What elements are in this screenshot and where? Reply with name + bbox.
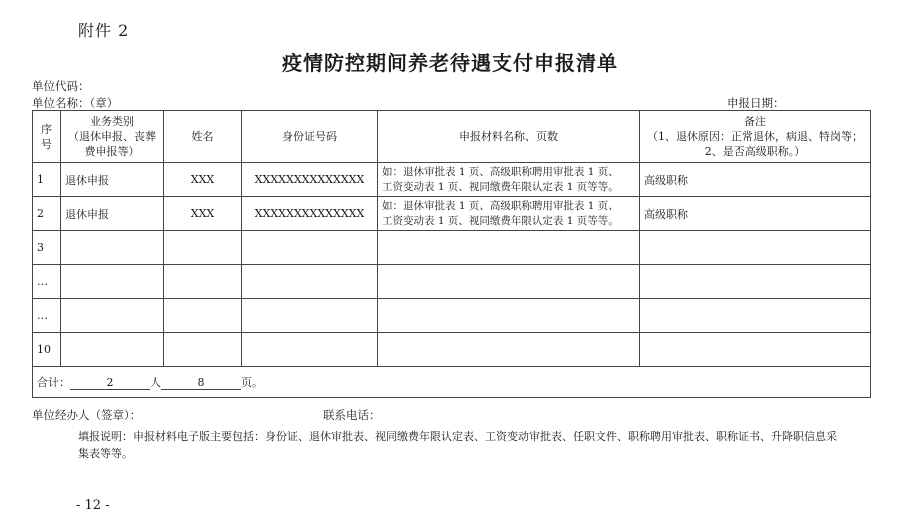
row-category: 退休申报 (61, 197, 164, 231)
row-category: 退休申报 (61, 163, 164, 197)
row-name: XXX (164, 197, 242, 231)
fill-instructions: 填报说明：申报材料电子版主要包括：身份证、退休审批表、视同缴费年限认定表、工资变动审批表、任职文件、职称聘用审批表、职称证书、升降职信息采集表等等。 (78, 430, 837, 460)
row-seq: 2 (33, 197, 61, 231)
row-materials (378, 333, 640, 367)
table-row (33, 333, 871, 367)
row-materials (378, 265, 640, 299)
row-remarks (640, 299, 871, 333)
table-row (33, 163, 871, 197)
people-unit: 人 (150, 376, 161, 389)
report-date-label: 申报日期： (727, 96, 785, 110)
row-seq: 1 (33, 163, 61, 197)
row-materials (378, 299, 640, 333)
row-seq: 3 (33, 231, 61, 265)
row-name: XXX (164, 163, 242, 197)
page-number: - 12 - (76, 498, 110, 513)
total-row (33, 367, 871, 398)
row-id-number (242, 265, 378, 299)
total-label: 合计： (37, 376, 70, 389)
unit-name-label: 单位名称：（章） (32, 96, 119, 110)
header-id: 身份证号码 (242, 111, 378, 163)
row-seq: … (33, 299, 61, 333)
table-row (33, 231, 871, 265)
row-id-number (242, 231, 378, 265)
header-row (33, 111, 871, 163)
row-id-number (242, 299, 378, 333)
row-name (164, 231, 242, 265)
row-category (61, 231, 164, 265)
row-materials (378, 231, 640, 265)
declaration-table (32, 110, 871, 398)
row-id-number: XXXXXXXXXXXXXX (242, 197, 378, 231)
row-seq: 10 (33, 333, 61, 367)
page-title: 疫情防控期间养老待遇支付申报清单 (282, 51, 618, 75)
pages-unit: 页。 (241, 376, 263, 389)
row-seq: … (33, 265, 61, 299)
row-id-number: XXXXXXXXXXXXXX (242, 163, 378, 197)
row-category (61, 333, 164, 367)
people-count: 2 (70, 376, 150, 390)
phone-label: 联系电话： (323, 408, 381, 422)
row-remarks: 高级职称 (640, 197, 871, 231)
row-remarks (640, 265, 871, 299)
table-row (33, 197, 871, 231)
row-materials: 如：退休审批表 1 页、高级职称聘用审批表 1 页、 工资变动表 1 页、视同缴费年限认定表 1 页等等。 (378, 197, 640, 231)
header-materials: 申报材料名称、页数 (378, 111, 640, 163)
table-row (33, 299, 871, 333)
row-name (164, 333, 242, 367)
row-name (164, 299, 242, 333)
attachment-label: 附件 2 (78, 21, 130, 40)
header-category: 业务类别 （退休申报、丧葬 费申报等） (61, 111, 164, 163)
row-remarks (640, 231, 871, 265)
row-category (61, 299, 164, 333)
row-id-number (242, 333, 378, 367)
row-remarks: 高级职称 (640, 163, 871, 197)
row-name (164, 265, 242, 299)
table-row (33, 265, 871, 299)
unit-code-label: 单位代码： (32, 79, 90, 93)
row-materials: 如：退休审批表 1 页、高级职称聘用审批表 1 页、 工资变动表 1 页、视同缴费年限认定表 1 页等等。 (378, 163, 640, 197)
row-remarks (640, 333, 871, 367)
header-name: 姓名 (164, 111, 242, 163)
handler-label: 单位经办人（签章）： (32, 408, 142, 422)
pages-count: 8 (161, 376, 241, 390)
header-seq: 序 号 (33, 111, 61, 163)
row-category (61, 265, 164, 299)
header-remarks: 备注 （1、退休原因：正常退休，病退、特岗等； 2、是否高级职称。） (640, 111, 871, 163)
